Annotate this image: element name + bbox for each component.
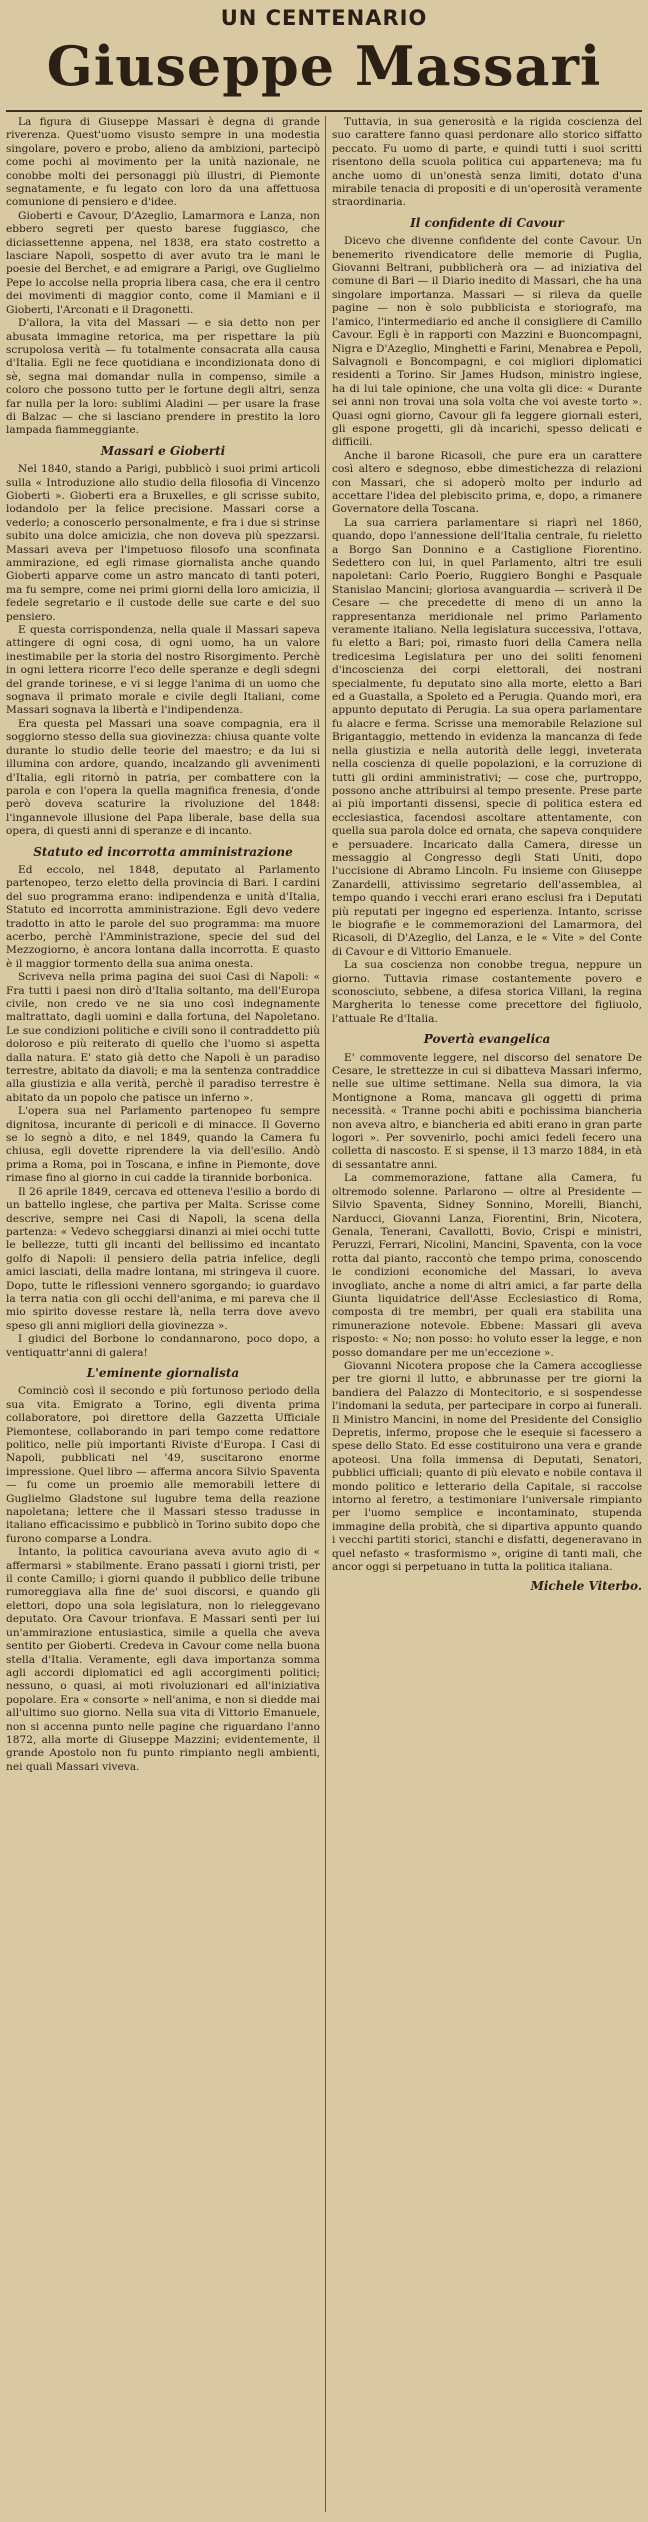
paragraph: I giudici del Borbone lo condannarono, poco dopo, a ventiquattr'anni di galera! bbox=[6, 1333, 320, 1359]
section-heading: Statuto ed incorrotta amministrazione bbox=[33, 844, 293, 859]
section-heading: Massari e Gioberti bbox=[100, 443, 226, 458]
paragraph: L'opera sua nel Parlamento partenopeo fu sempre dignitosa, incurante di pericoli e di minacce. Il Governo se lo segnò a dito, e nel 1849, quando la Camera fu chiusa, egli dovette riprendere la via dell'esilio. Andò prima a Roma, poi in Toscana, e infine in Piemonte, dove rimase fino al giorno in cui cadde la tirannide borbonica. bbox=[6, 1105, 320, 1185]
paragraph: La sua coscienza non conobbe tregua, neppure un giorno. Tuttavia rimase costantemente povero e sconosciuto, sebbene, a difesa storica Villani, la regina Margherita lo tenesse come precettore del figliuolo, l'attuale Re d'Italia. bbox=[332, 959, 642, 1025]
header-rule bbox=[6, 110, 642, 112]
column-divider bbox=[325, 116, 326, 2512]
paragraph: Intanto, la politica cavouriana aveva avuto agio di « affermarsi » stabilmente. Erano passati i giorni tristi, per il conte Camillo; i giorni quando il pubblico delle tribune rumoreggiava alla fine de' suoi discorsi, e quando gli elettori, dopo una sola legislatura, non lo rieleggevano deputato. Ora Cavour trionfava. E Massari sentì per lui un'ammirazione entusiastica, simile a quella che aveva sentito per Gioberti. Credeva in Cavour come nella buona stella d'Italia. Veramente, egli dava importanza somma agli accordi diplomatici ed agli accorgimenti politici; nessuno, o quasi, ai moti rivoluzionari ed all'iniziativa popolare. Era « consorte » nell'anima, e non si diedde mai all'ultimo suo giorno. Nella sua vita di Vittorio Emanuele, non si accenna punto nelle pagine che riguardano l'anno 1872, alla morte di Giuseppe Mazzini; evidentemente, il grande Apostolo non fu punto rimpianto negli ambienti, nei quali Massari viveva. bbox=[6, 1546, 320, 1773]
paragraph: Nel 1840, stando a Parigi, pubblicò i suoi primi articoli sulla « Introduzione allo studio della filosofia di Vincenzo Gioberti ». Gioberti era a Bruxelles, e gli scrisse subito, lodandolo per la felice precisione. Massari corse a vederlo; a conoscerlo personalmente, e fra i due si strinse subito una dolce amicizia, che non doveva più spezzarsi. Massari aveva per l'impetuoso filosofo una sconfinata ammirazione, ed egli rimase giornalista anche quando Gioberti apparve come un astro mancato di tanti poteri, ma fu sempre, come nei primi giorni della loro amicizia, il fedele segretario e il custode delle sue carte e del suo pensiero. bbox=[6, 463, 320, 623]
paragraph: Scriveva nella prima pagina dei suoi Casi di Napoli: « Fra tutti i paesi non dirò d'Italia soltanto, ma dell'Europa civile, non credo ve ne sia uno così indegnamente maltrattato, dagli uomini e dalla fortuna, del Napoletano. Le sue condizioni politiche e civili sono il contraddetto più doloroso e più reiterato di quello che l'uomo si aspetta dalla natura. E' stato già detto che Napoli è un paradiso terrestre, abitato da diavoli; e ma la sentenza contraddice alla giustizia e alla verità, perchè il paradiso terrestre è abitato da un popolo che patisce un inferno ». bbox=[6, 971, 320, 1104]
paragraph: Era questa pel Massari una soave compagnia, era il soggiorno stesso della sua giovinezza: chiusa quante volte durante lo studio delle teorie del maestro; e da lui si illumina con ardore, quando, incalzando gli avvenimenti d'Italia, egli ritornò in patria, per combattere con la parola e con l'opera la quella magnifica frenesia, d'onde però doveva scaturire la rivoluzione del 1848: l'ingannevole illusione del Papa liberale, base della sua opera, di questi anni di speranze e di incanto. bbox=[6, 717, 320, 838]
left-column bbox=[6, 116, 320, 1774]
section-heading: Povertà evangelica bbox=[423, 1032, 551, 1047]
paragraph: Gioberti e Cavour, D'Azeglio, Lamarmora e Lanza, non ebbero segreti per questo barese fuggiasco, che diciassettenne appena, nel 1838, era stato costretto a lasciare Napoli, sospetto di aver avuto tra le mani le poesie del Berchet, e ad emigrare a Parigi, ove Guglielmo Pepe lo accolse nella propria libera casa, che era il centro dei movimenti di maggior conto, come il Mamiani e il Gioberti, l'Arconati e il Dragonetti. bbox=[6, 209, 320, 316]
article-kicker: UN CENTENARIO bbox=[220, 6, 428, 30]
paragraph: Giovanni Nicotera propose che la Camera accogliesse per tre giorni il lutto, e abbrunasse per tre giorni la bandiera del Palazzo di Montecitorio, e si sospendesse l'indomani la seduta, per partecipare in corpo ai funerali. Il Ministro Mancini, in nome del Presidente del Consiglio Depretis, infermo, propose che le esequie si facessero a spese dello Stato. Ed esse costituirono una vera e grande apoteosi. Una folla immensa di Deputati, Senatori, pubblici ufficiali; quanto di più elevato e nobile contava il mondo politico e letterario della Capitale, si raccolse intorno al feretro, a testimoniare l'universale rimpianto per l'uomo semplice e incontaminato, stupenda immagine della probità, che si dipartiva appunto quando i vecchi partiti storici, stanchi e disfatti, degeneravano in quel nefasto « trasformismo », origine di tanti mali, che ancor oggi si perpetuano in tutta la politica italiana. bbox=[332, 1359, 642, 1574]
paragraph: Tuttavia, in sua generosità e la rigida coscienza del suo carattere fanno quasi perdonare allo storico siffatto peccato. Fu uomo di parte, e quindi tutti i suoi scritti risentono della scuola politica cui apparteneva; ma fu anche uomo di un'onestà senza limiti, dotato d'una mirabile tenacia di propositi e di un'operosità veramente straordinaria. bbox=[332, 116, 642, 209]
paragraph: E' commovente leggere, nel discorso del senatore De Cesare, le strettezze in cui si dibatteva Massari infermo, nelle sue ultime settimane. Nella sua dimora, la via Montignone a Roma, mancava gli oggetti di prima necessità. « Tranne pochi abiti e pochissima biancheria non aveva altro, e biancheria ed abiti erano in gran parte logori ». Per sovvenirlo, pochi amici fedeli fecero una colletta di nascosto. E si spense, il 13 marzo 1884, in età di sessantatre anni. bbox=[332, 1051, 642, 1171]
paragraph: La commemorazione, fattane alla Camera, fu oltremodo solenne. Parlarono — oltre al Presidente — Silvio Spaventa, Sidney Sonnino, Morelli, Bianchi, Narducci, Giovanni Lanza, Fiorentini, Brin, Nicotera, Genala, Tenerani, Cavallotti, Bovio, Crispi e ministri, Peruzzi, Ferrari, Nicolini, Mancini, Spaventa, con la voce rotta dal pianto, raccontò che tempo prima, conoscendo le condizioni economiche del Massari, lo aveva invogliato, anche a nome di altri amici, a far parte della Giunta liquidatrice dell'Asse Ecclesiastico di Roma, composta di tre membri, per quali era stabilita una rimunerazione notevole. Ebbene: Massari gli aveva risposto: « No; non posso: ho voluto esser la legge, e non posso domandare per me un'eccezione ». bbox=[332, 1172, 642, 1359]
article-title: Giuseppe Massari bbox=[46, 34, 602, 98]
paragraph: Ed eccolo, nel 1848, deputato al Parlamento partenopeo, terzo eletto della provincia di Bari. I cardini del suo programma erano: indipendenza e unità d'Italia, Statuto ed incorrotta amministrazione. Egli devo vedere tradotto in atto le parole del suo programma: ma muore acerbo, perchè l'Amministrazione, specie del sud del Mezzogiorno, è ancora lontana dalla incorrotta. E quasto è il maggior tormento della sua anima onesta. bbox=[6, 863, 320, 970]
paragraph: E questa corrispondenza, nella quale il Massari sapeva attingere di ogni cosa, di ogni uomo, ha un valore inestimabile per la storia del nostro Risorgimento. Perchè in ogni lettera ricorre l'eco delle speranze e degli sdegni del grande torinese, e vi si legge l'anima di un uomo che sognava il primato morale e civile degli Italiani, come Massari sognava la libertà e l'indipendenza. bbox=[6, 624, 320, 717]
right-column bbox=[332, 116, 642, 1594]
paragraph: Anche il barone Ricasoli, che pure era un carattere così altero e sdegnoso, ebbe dimestichezza di relazioni con Massari, che si adoperò molto per indurlo ad accettare l'idea del plebiscito prima, e, dopo, a rimanere Governatore della Toscana. bbox=[332, 449, 642, 516]
section-heading: Il confidente di Cavour bbox=[410, 215, 564, 230]
paragraph: Cominciò così il secondo e più fortunoso periodo della sua vita. Emigrato a Torino, egli diventa prima collaboratore, poi direttore della Gazzetta Ufficiale Piemontese, collaborando in pari tempo come redattore politico, nelle più importanti Riviste d'Europa. I Casi di Napoli, pubblicati nel '49, suscitarono enorme impressione. Quel libro — afferma ancora Silvio Spaventa — fu come un proemio alle memorabili lettere di Guglielmo Gladstone sul lugubre tema della reazione napoletana; lettere che il Massari stesso tradusse in italiano efficacissimo e pubblicò in Torino subito dopo che furono comparse a Londra. bbox=[6, 1385, 320, 1545]
paragraph: La sua carriera parlamentare si riaprì nel 1860, quando, dopo l'annessione dell'Italia centrale, fu rieletto a Borgo San Donnino e a Castiglione Fiorentino. Sedettero con lui, in quel Parlamento, altri tre esuli napoletani: Carlo Poerio, Ruggiero Bonghi e Pasquale Stanislao Mancini; gloriosa avanguardia — scriverà il De Cesare — che precedette di meno di un anno la rappresentanza meridionale nel primo Parlamento veramente italiano. Nella legislatura successiva, l'ottava, fu eletto a Bari; poi, rimasto fuori della Camera nella tredicesima Legislatura per uno dei soliti fenomeni d'incoscienza dei corpi elettorali, dei nostrani specialmente, fu deputato sino alla morte, eletto a Bari ed a Guastalla, a Spoleto ed a Perugia. Quando morì, era appunto deputato di Perugia. La sua opera parlamentare fu alacre e ferma. Scrisse una memorabile Relazione sul Brigantaggio, mettendo in evidenza la mancanza di fede nella giustizia e nella autorità delle leggi, inveterata nella coscienza di quelle popolazioni, e la corruzione di tutti gli ordini amministrativi; — cose che, purtroppo, possono anche attribuirsi al tempo presente. Prese parte ai più importanti dissensi, specie di politica estera ed ecclesiastica, facendosi ascoltare attentamente, con quella sua parola dolce ed ornata, che sapeva conquidere e persuadere. Incaricato dalla Camera, diresse un messaggio al Congresso degli Stati Uniti, dopo l'uccisione di Abramo Lincoln. Fu insieme con Giuseppe Zanardelli, attivissimo segretario dell'assemblea, al tempo quando i vecchi erari erano esclusi fra i Deputati più reputati per ingegno ed esperienza. Intanto, scrisse le biografie e le commemorazioni del Lamarmora, del Ricasoli, di D'Azeglio, del Lanza, e le « Vite » del Conte di Cavour e di Vittorio Emanuele. bbox=[332, 516, 642, 958]
section-heading: L'eminente giornalista bbox=[86, 1365, 240, 1380]
paragraph: La figura di Giuseppe Massari è degna di grande riverenza. Quest'uomo visusto sempre in una modestia singolare, povero e probo, alieno da ambizioni, partecipò come pochi al movimento per la unità nazionale, ne conobbe molti dei personaggi più illustri, di Piemonte segnatamente, e fu legato con loro da una affettuosa comunione di pensiero e d'idee. bbox=[6, 116, 320, 209]
author-signature: Michele Viterbo. bbox=[530, 1579, 642, 1594]
paragraph: Il 26 aprile 1849, cercava ed otteneva l'esilio a bordo di un battello inglese, che partiva per Malta. Scrisse come descrive, sempre nei Casi di Napoli, la scena della partenza: « Vedevo scheggiarsi dinanzi ai miei occhi tutte le bellezze, tutti gli incanti del bellissimo ed incantato golfo di Napoli: il pensiero della patria infelice, degli amici lasciati, della madre lontana, mi stringeva il cuore. Dopo, tutte le riflessioni vennero sgorgando; io guardavo la terra natia con gli occhi dell'anima, e mi pareva che il mio spirito dovesse restare là, nella terra dove avevo speso gli anni migliori della giovinezza ». bbox=[6, 1185, 320, 1332]
paragraph: Dicevo che divenne confidente del conte Cavour. Un benemerito rivendicatore delle memorie di Puglia, Giovanni Beltrani, pubblicherà ora — ad iniziativa del comune di Bari — il Diario inedito di Massari, che ha una singolare importanza. Massari — si rileva da quelle pagine — non è solo pubblicista e storiografo, ma l'amico, l'intermediario ed anche il consigliere di Camillo Cavour. Egli è in rapporti con Mazzini e Buoncompagni, Nigra e D'Azeglio, Minghetti e Farini, Menabrea e Pepoli, Salvagnoli e Boncompagni, e coi migliori diplomatici residenti a Torino. Sir James Hudson, ministro inglese, ha di lui tale opinione, che una volta gli dice: « Durante sei anni non trovai una sola volta che voi aveste torto ». Quasi ogni giorno, Cavour gli fa leggere giornali esteri, gli espone progetti, gli dà incarichi, spesso delicati e difficili. bbox=[332, 235, 642, 449]
paragraph: D'allora, la vita del Massari — e sia detto non per abusata immagine retorica, ma per rispettare la più scrupolosa verità — fu totalmente consacrata alla causa d'Italia. Egli ne fece quotidiana e incondizionata dono di sè, segna mai domandar nulla in compenso, simile a coloro che possono tutto per le fortune degli altri, senza far nulla per la loro: sublimi Aladini — per usare la frase di Balzac — che si lasciano prendere in prestito la loro lampada fiammeggiante. bbox=[6, 317, 320, 437]
